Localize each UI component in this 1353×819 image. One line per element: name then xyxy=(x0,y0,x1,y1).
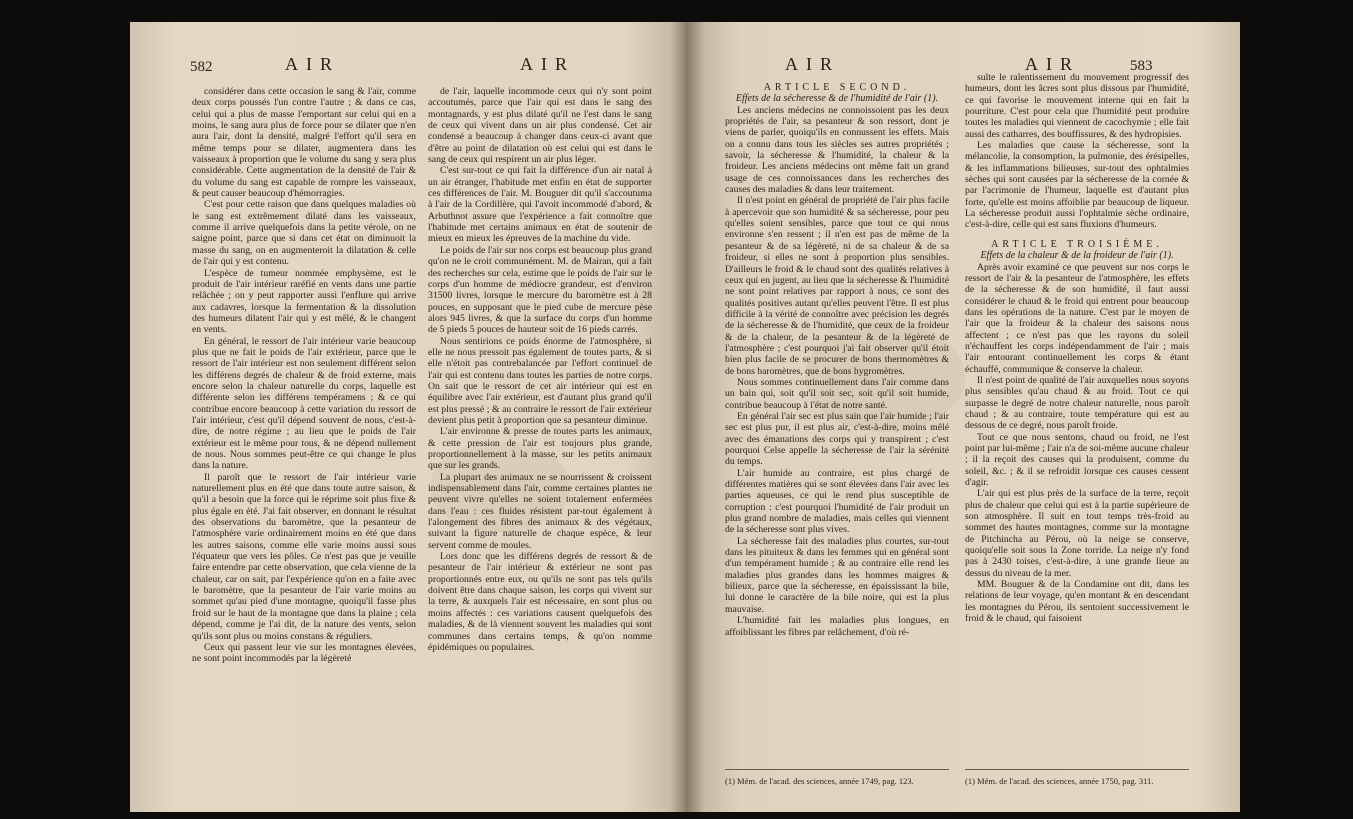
paragraph: En général l'air sec est plus sain que l'air humide ; l'air sec est plus pur, il est plus air, c'est-à-dire, moins mêlé avec des émanations des corps qui y transpirent ; c'est pourquoi Celse appelle la sécheresse de l'air la sérénité du temps. xyxy=(725,410,949,468)
paragraph: Nous sommes continuellement dans l'air comme dans un bain qui, soit qu'il soit sec, soit qu'il soit humide, contribue beaucoup à l'état de notre santé. xyxy=(725,376,949,411)
paragraph: Tout ce que nous sentons, chaud ou froid, ne l'est point par lui-même ; l'air n'a de soi-même aucune chaleur ; il la reçoit des causes qui la produisent, comme du soleil, &c. ; & il se refroidit lorsque ces causes cessent d'agir. xyxy=(965,431,1189,489)
right-page-number: 583 xyxy=(1130,58,1153,74)
right-page xyxy=(685,22,1240,812)
paragraph: L'air qui est plus près de la surface de la terre, reçoit plus de chaleur que celui qui est à la partie supérieure de son atmosphère. Il suit en tout temps très-froid au sommet des hautes montagnes, comme sur la montagne de Pitchincha au Pérou, où la neige se conserve, quoiqu'elle soit sous la Zone torride. La neige n'y fond pas à 2430 toises, c'est-à-dire, à une grande lieue au dessus du niveau de la mer. xyxy=(965,488,1189,579)
paragraph: L'air environne & presse de toutes parts les animaux, & cette pression de l'air est toujours plus grande, proportionnellement à la masse, sur les petits animaux que sur les grands. xyxy=(428,426,652,472)
paragraph: L'humidité fait les maladies plus longues, en affoiblissant les fibres par relâchement, d'où ré- xyxy=(725,615,949,638)
footnote-column-1: (1) Mém. de l'acad. des sciences, année 1749, pag. 123. xyxy=(725,769,949,786)
footnote-column-2: (1) Mém. de l'acad. des sciences, année 1750, pag. 311. xyxy=(965,769,1189,786)
paragraph: C'est pour cette raison que dans quelques maladies où le sang est extrêmement dilaté dans les vaisseaux, comme il arrive quelquefois dans la petite vérole, on ne saigne point, parce que si dans cet état on diminuoit la masse du sang, on en augmenteroit la dilatation & celle de l'air qui y est contenu. xyxy=(192,199,416,268)
open-book xyxy=(130,22,1240,812)
left-column-2 xyxy=(428,86,652,796)
paragraph: Nous sentirions ce poids énorme de l'atmosphère, si elle ne nous pressoit pas également de toutes parts, & si elle n'étoit pas contrebalancée par l'effort continuel de l'air qui est contenu dans toutes les parties de notre corps. On sait que le ressort de cet air intérieur qui est en équilibre avec l'air extérieur, est d'autant plus grand qu'il est plus pressé ; & au contraire le ressort de l'air extérieur devient plus petit à proportion que sa pesanteur diminue. xyxy=(428,335,652,426)
paragraph: Les anciens médecins ne connoissoient pas les deux propriétés de l'air, sa pesanteur & son ressort, dont je viens de parler, quoiqu'ils en connussent les effets. Mais on a connu dans tous les siècles ses autres propriétés ; savoir, la sécheresse & l'humidité, la chaleur & la froideur. Les anciens médecins ont même fait un grand usage de ces connoissances dans les recherches des causes des maladies & dans leur traitement. xyxy=(725,104,949,196)
paragraph: de l'air, laquelle incommode ceux qui n'y sont point accoutumés, parce que l'air qui est dans le sang des montagnards, y est plus dilaté qu'il ne l'est dans le sang de ceux qui vivent dans un air plus condensé. Cet air condensé a beaucoup à changer dans ceux-ci avant que d'être au point de dilatation où est celui qui est dans le sang de ceux qui respirent un air plus léger. xyxy=(428,86,652,166)
right-running-head-word-1: AIR xyxy=(785,54,840,74)
right-running-head-word-2: AIR xyxy=(1025,54,1080,74)
article-2-heading: ARTICLE TROISIÈME. xyxy=(991,238,1163,250)
article-heading: ARTICLE SECOND. xyxy=(763,82,911,93)
paragraph: Ceux qui passent leur vie sur les montagnes élevées, ne sont point incommodés par la légèreté xyxy=(192,641,416,665)
article-2-subtitle: Effets de la chaleur & de la froideur de l'air (1). xyxy=(980,250,1174,262)
paragraph: considérer dans cette occasion le sang & l'air, comme deux corps poussés l'un contre l'autre ; & dans ce cas, celui qui a plus de masse l'emportant sur celui qui en a moins, le sang aura plus de force pour se dilater que n'en aura l'air, dont la densité, malgré l'effort qu'il sera en même temps pour se dilater, augmentera dans les vaisseaux à proportion que le volume du sang y sera plus considérable. Cette augmentation de la densité de l'air & du volume du sang est capable de rompre les vaisseaux, & peut causer beaucoup d'hémorragies. xyxy=(192,86,416,200)
paragraph: Il paroît que le ressort de l'air intérieur varie naturellement plus en été que dans toute autre saison, & qu'il a besoin que la force qui le réprime soit plus fixe & plus égale en été. J'ai fait observer, en donnant le résultat des observations du baromètre, que la pesanteur de l'atmosphère varie ordinairement moins en été que dans les autres saisons, comme elle varie moins aussi sous l'équateur que vers les pôles. Ce n'est pas que je veuille faire entendre par cette observation, que cela vienne de la chaleur, car on sait, par l'expérience qu'on en a faite avec le baromètre, que la pesanteur de l'air varie moins au sommet qu'au pied d'une montagne, quoiqu'il fasse plus froid sur le haut de la montagne que dans la plaine ; cela dépend, comme je l'ai dit, de la nature des vents, selon qu'ils sont plus ou moins constans & réguliers. xyxy=(192,471,416,642)
right-column-2 xyxy=(965,72,1189,672)
paragraph: Il n'est point de qualité de l'air auxquelles nous soyons plus sensibles qu'au chaud & au froid. Tout ce qui surpasse le degré de notre chaleur naturelle, nous paroît chaud ; & au contraire, toute température qui est au dessous de ce degré, nous paroît froide. xyxy=(965,374,1189,432)
paragraph: Le poids de l'air sur nos corps est beaucoup plus grand qu'on ne le croit communément. M. de Mairan, qui a fait des recherches sur cela, estime que le poids de l'air sur le corps d'un homme de médiocre grandeur, est d'environ 31500 livres, lorsque le mercure du baromètre est à 28 pouces, en supposant que le pied cube de mercure pèse alors 945 livres, & que la surface du corps d'un homme de 5 pieds 5 pouces de hauteur soit de 16 pieds carrés. xyxy=(428,244,652,336)
paragraph: L'espèce de tumeur nommée emphysème, est le produit de l'air intérieur raréfié en vents dans une partie relâchée ; on y peut rapporter aussi l'enflure qui arrive aux cadavres, lorsque la fermentation & la dissolution des humeurs dilatent l'air qui y est mêlé, & le changent en vents. xyxy=(192,267,416,336)
paragraph: La plupart des animaux ne se nourrissent & croissent indispensablement dans l'air, comme certaines plantes ne peuvent vivre qu'elles ne soient totalement enfermées dans l'eau : ces fluides résistent par-tout également à l'alongement des fibres des animaux & des végétaux, suivant la figure naturelle de chaque espèce, & leur servent comme de moules. xyxy=(428,471,652,551)
left-column-1 xyxy=(192,86,416,796)
left-page-number: 582 xyxy=(190,59,213,75)
article-subtitle: Effets de la sécheresse & de l'humidité de l'air (1). xyxy=(735,93,939,105)
paragraph: Après avoir examiné ce que peuvent sur nos corps le ressort de l'air & la pesanteur de l'atmosphère, les effets de la sécheresse & de son humidité, il faut aussi considérer le chaud & le froid qui entrent pour beaucoup dans les opérations de la nature. C'est par le moyen de l'air que la froideur & la chaleur des saisons nous affectent ; ce n'est pas que les rayons du soleil n'échauffent les corps indépendamment de l'air ; mais l'air entourant continuellement les corps & étant échauffé, communique & conserve la chaleur. xyxy=(965,261,1189,375)
paragraph: En général, le ressort de l'air intérieur varie beaucoup plus que ne fait le poids de l'air extérieur, parce que le ressort de l'air intérieur est non seulement différent selon les différens degrés de chaleur & de froid externe, mais encore selon la chaleur naturelle du corps, laquelle est différente selon les différens tempéramens ; & ce qui contribue encore beaucoup à cette variation du ressort de l'air intérieur, c'est qu'il dépend souvent de nous, c'est-à-dire, de notre régime ; au lieu que le poids de l'air extérieur est le même pour tous, & ne dépend nullement de nous. Nous sommes peut-être ce qui change le plus dans la nature. xyxy=(192,335,416,472)
right-column-1 xyxy=(725,82,949,672)
paragraph: sulte le ralentissement du mouvement progressif des humeurs, dont les âcres sont plus dissous par l'humidité, ce qui favorise le mouvement interne qui en fait la pourriture. C'est pour cela que l'humidité peut produire toutes les maladies qui viennent de cacochymie ; elle fait aussi des catharres, des bouffissures, & des hydropisies. xyxy=(965,72,1189,140)
paragraph: C'est sur-tout ce qui fait la différence d'un air natal à un air étranger, l'habitude met enfin en état de supporter ces différences de l'air. M. Bouguer dit qu'il s'accoutuma à l'air de la Cordillère, qui l'avoit incommodé d'abord, & Arbuthnot assure que l'expérience a fait connoître que l'habitude met certains animaux en état de soutenir de mieux en mieux les épreuves de la machine du vide. xyxy=(428,165,652,245)
left-running-head-word-1: AIR xyxy=(285,54,340,74)
paragraph: La sécheresse fait des maladies plus courtes, sur-tout dans les pituiteux & dans les femmes qui en général sont d'un tempérament humide ; & au contraire elle rend les maladies plus grandes dans les hommes maigres & bilieux, parce que la sécheresse, en épaississant la bile, lui donne le caractère de la bile noire, qui est la plus mauvaise. xyxy=(725,535,949,615)
left-running-head xyxy=(190,54,670,76)
paragraph: Les maladies que cause la sécheresse, sont la mélancolie, la consomption, la pulmonie, des érésipelles, & les inflammations bilieuses, sur-tout des ophtalmies sèches qui sont causées par la sécheresse de la cornée & par l'acrimonie de l'humeur, laquelle est d'autant plus forte, qu'elle est moins affoiblie par beaucoup de liqueur. La sécheresse produit aussi l'ophtalmie sèche ordinaire, c'est-à-dire, celle qui est sans fluxions d'humeurs. xyxy=(965,140,1189,231)
left-page xyxy=(130,22,690,812)
paragraph: MM. Bouguer & de la Condamine ont dit, dans les relations de leur voyage, qu'en montant & en descendant les montagnes du Pérou, ils sentoient successivement le froid & le chaud, qui faisoient xyxy=(965,579,1189,625)
paragraph: L'air humide au contraire, est plus chargé de différentes matières qui se sont élevées dans l'air avec les parties aqueuses, ce qui le rend plus susceptible de corruption : c'est pourquoi l'humidité de l'air produit un plus grand nombre de maladies, mais celles qui viennent de la sécheresse sont plus vives. xyxy=(725,467,949,536)
book-gutter xyxy=(670,22,704,812)
left-running-head-word-2: AIR xyxy=(520,54,575,74)
paragraph: Lors donc que les différens degrés de ressort & de pesanteur de l'air intérieur & extérieur ne sont pas proportionnés entre eux, ou qu'ils ne sont pas tels qu'ils doivent être dans chaque saison, les corps qui vivent sur la terre, & auxquels l'air est nécessaire, en sont plus ou moins affectés : ces variations causent quelquefois des maladies, & de là viennent souvent les maladies qui sont communes dans certains temps, & qu'on nomme épidémiques ou populaires. xyxy=(428,551,652,653)
paragraph: Il n'est point en général de propriété de l'air plus facile à apercevoir que son humidité & sa sécheresse, pour peu qu'elles soient sensibles, parce que tout ce qui nous environne s'en ressent ; il n'en est pas de même de la pesanteur & de sa légèreté, ni de sa chaleur & de sa froideur, si elles ne sont à proportion plus sensibles. D'ailleurs le froid & le chaud sont des qualités relatives à ceux qui en jugent, au lieu que la sécheresse & l'humidité ne sont point relatives par rapport à nous, ce sont des qualités positives autant qu'elles peuvent l'être. Il est plus difficile à la vérité de connoître avec précision les degrés de la sécheresse & de l'humidité, que ceux de la froideur & de la chaleur, de la pesanteur & de la légèreté de l'atmosphère ; c'est pourquoi j'ai fait observer qu'il étoit bien plus facile de se procurer de bons thermomètres & de bons baromètres, que de bons hygromètres. xyxy=(725,195,949,377)
